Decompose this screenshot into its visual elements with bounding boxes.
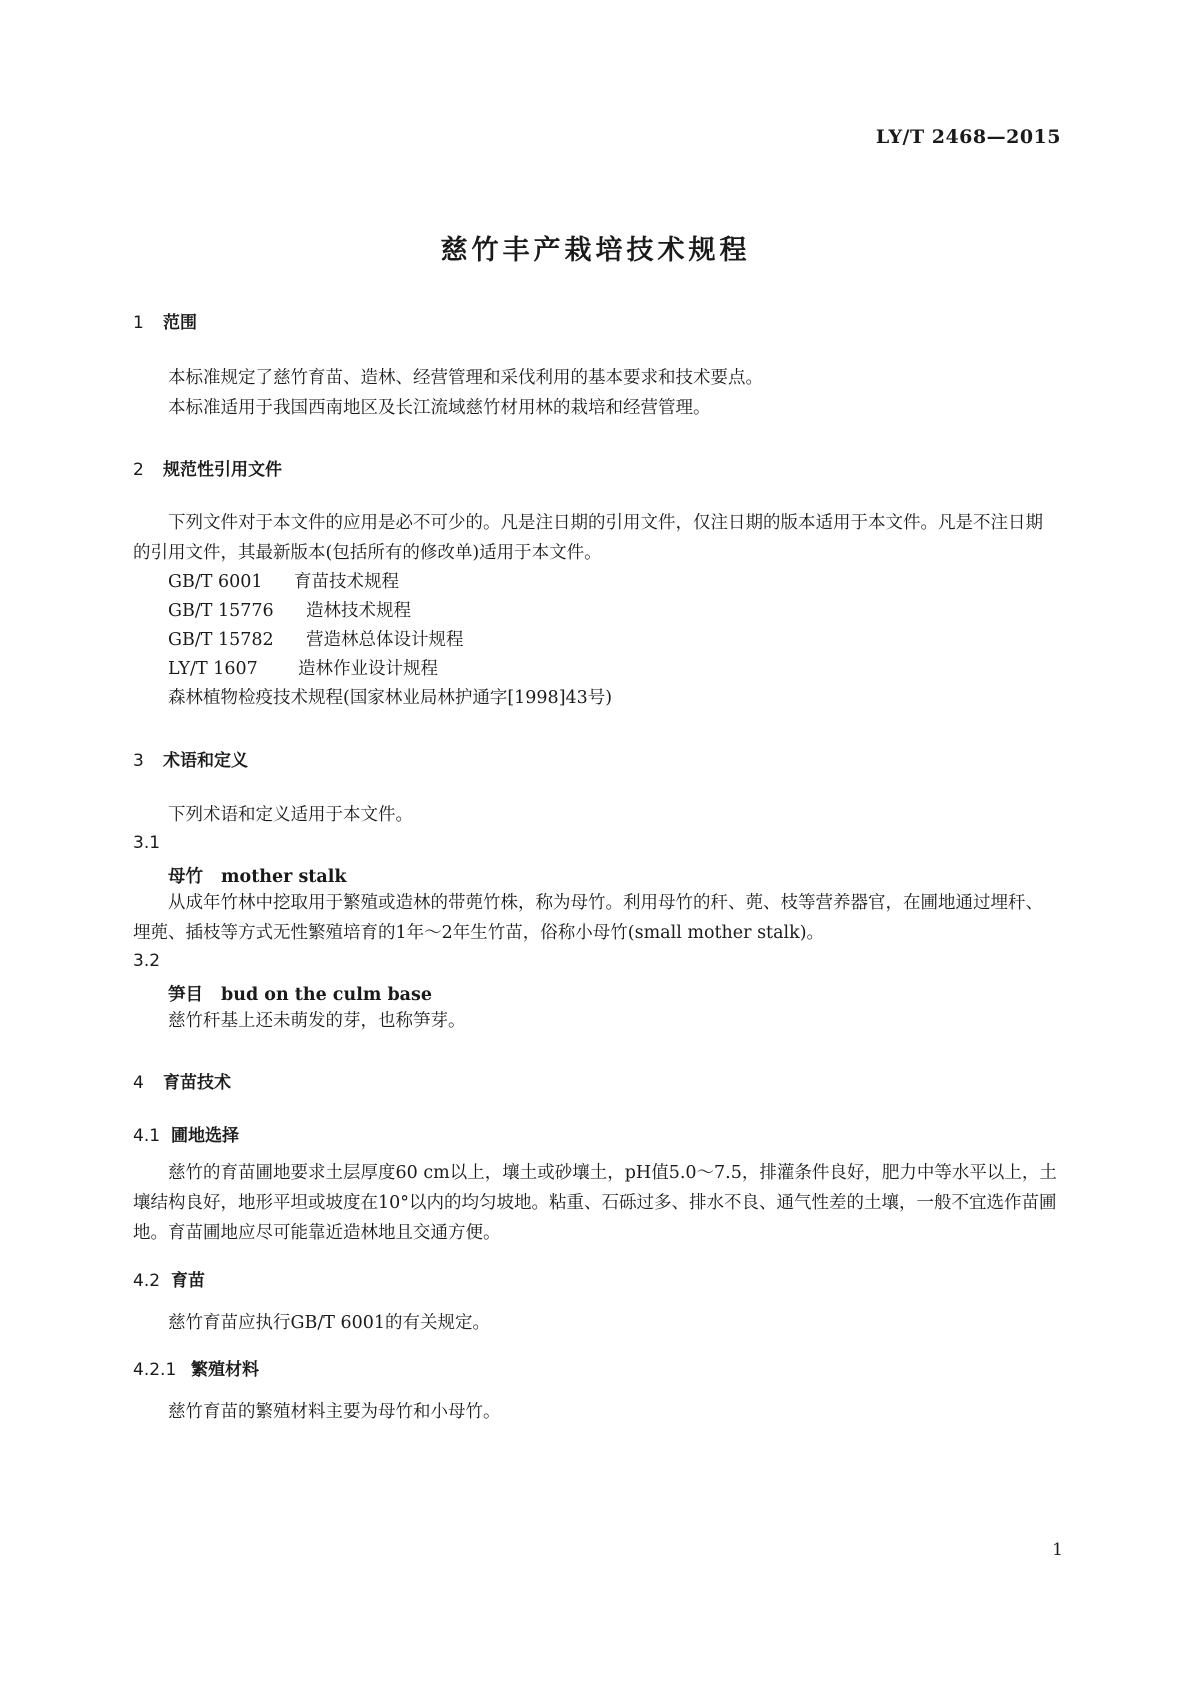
term-heading — [168, 863, 347, 888]
subsection-4-2-heading — [133, 1266, 205, 1291]
term-chinese: 笋目 — [168, 985, 203, 1005]
term-english: bud on the culm base — [221, 985, 433, 1005]
propagation-material-paragraph: 慈竹育苗的繁殖材料主要为母竹和小母竹。 — [168, 1402, 501, 1422]
term-english: mother stalk — [221, 867, 347, 887]
scope-paragraph-2: 本标准适用于我国西南地区及长江流域慈竹材用林的栽培和经营管理。 — [168, 398, 711, 418]
reference-item — [168, 626, 464, 651]
section-title: 规范性引用文件 — [163, 460, 282, 480]
reference-item-quarantine: 森林植物检疫技术规程(国家林业局林护通字[1998]43号) — [168, 688, 613, 708]
section-number: 2 — [133, 460, 144, 480]
terms-intro: 下列术语和定义适用于本文件。 — [168, 805, 413, 825]
section-title: 繁殖材料 — [191, 1360, 259, 1380]
section-number: 4.1 — [133, 1126, 161, 1146]
nursery-selection-paragraph: 慈竹的育苗圃地要求土层厚度60 cm以上，壤土或砂壤土，pH值5.0～7.5，排灌条件良好，肥力中等水平以上，土壤结构良好，地形平坦或坡度在10°以内的均匀坡地。粘重、石砾过多、排水不良、通气性差的土壤，一般不宜选作苗圃地。育苗圃地应尽可能靠近造林地且交通方便。 — [133, 1163, 1057, 1243]
section-1-heading — [133, 308, 197, 333]
subsection-4-1-heading — [133, 1121, 239, 1146]
reference-code: LY/T 1607 — [168, 659, 258, 679]
reference-title: 育苗技术规程 — [294, 572, 399, 592]
subsection-4-2-1-heading — [133, 1355, 259, 1380]
scope-paragraph-1: 本标准规定了慈竹育苗、造林、经营管理和采伐利用的基本要求和技术要点。 — [168, 368, 763, 388]
section-number: 3 — [133, 751, 144, 771]
reference-code: GB/T 15776 — [168, 601, 274, 621]
reference-item — [168, 568, 399, 593]
section-title: 术语和定义 — [163, 751, 248, 771]
section-3-heading — [133, 746, 248, 771]
standard-code: LY/T 2468—2015 — [875, 126, 1061, 148]
section-number: 1 — [133, 313, 144, 333]
reference-code: GB/T 15782 — [168, 630, 274, 650]
normative-intro: 下列文件对于本文件的应用是必不可少的。凡是注日期的引用文件，仅注日期的版本适用于本文件。凡是不注日期的引用文件，其最新版本(包括所有的修改单)适用于本文件。 — [133, 513, 1043, 563]
term-number: 3.2 — [133, 951, 161, 971]
section-4-heading — [133, 1068, 231, 1093]
reference-item — [168, 655, 438, 680]
document-title: 慈竹丰产栽培技术规程 — [440, 235, 751, 266]
reference-title: 造林技术规程 — [306, 601, 411, 621]
reference-item — [168, 597, 411, 622]
seedling-paragraph: 慈竹育苗应执行GB/T 6001的有关规定。 — [168, 1313, 491, 1333]
term-heading — [168, 981, 432, 1006]
section-number: 4 — [133, 1073, 144, 1093]
reference-title: 营造林总体设计规程 — [306, 630, 464, 650]
section-title: 圃地选择 — [171, 1126, 239, 1146]
reference-title: 造林作业设计规程 — [298, 659, 438, 679]
term-chinese: 母竹 — [168, 867, 203, 887]
section-2-heading — [133, 455, 282, 480]
page-number: 1 — [1052, 1540, 1063, 1560]
term-definition: 从成年竹林中挖取用于繁殖或造林的带蔸竹株，称为母竹。利用母竹的秆、蔸、枝等营养器官，在圃地通过埋秆、埋蔸、插枝等方式无性繁殖培育的1年～2年生竹苗，俗称小母竹(small mother stalk)。 — [133, 893, 1043, 943]
section-title: 育苗技术 — [163, 1073, 231, 1093]
section-number: 4.2 — [133, 1271, 161, 1291]
section-title: 范围 — [163, 313, 197, 333]
reference-code: GB/T 6001 — [168, 572, 263, 592]
term-number: 3.1 — [133, 833, 161, 853]
section-number: 4.2.1 — [133, 1360, 177, 1380]
section-title: 育苗 — [171, 1271, 205, 1291]
term-definition: 慈竹秆基上还未萌发的芽，也称笋芽。 — [168, 1011, 466, 1031]
